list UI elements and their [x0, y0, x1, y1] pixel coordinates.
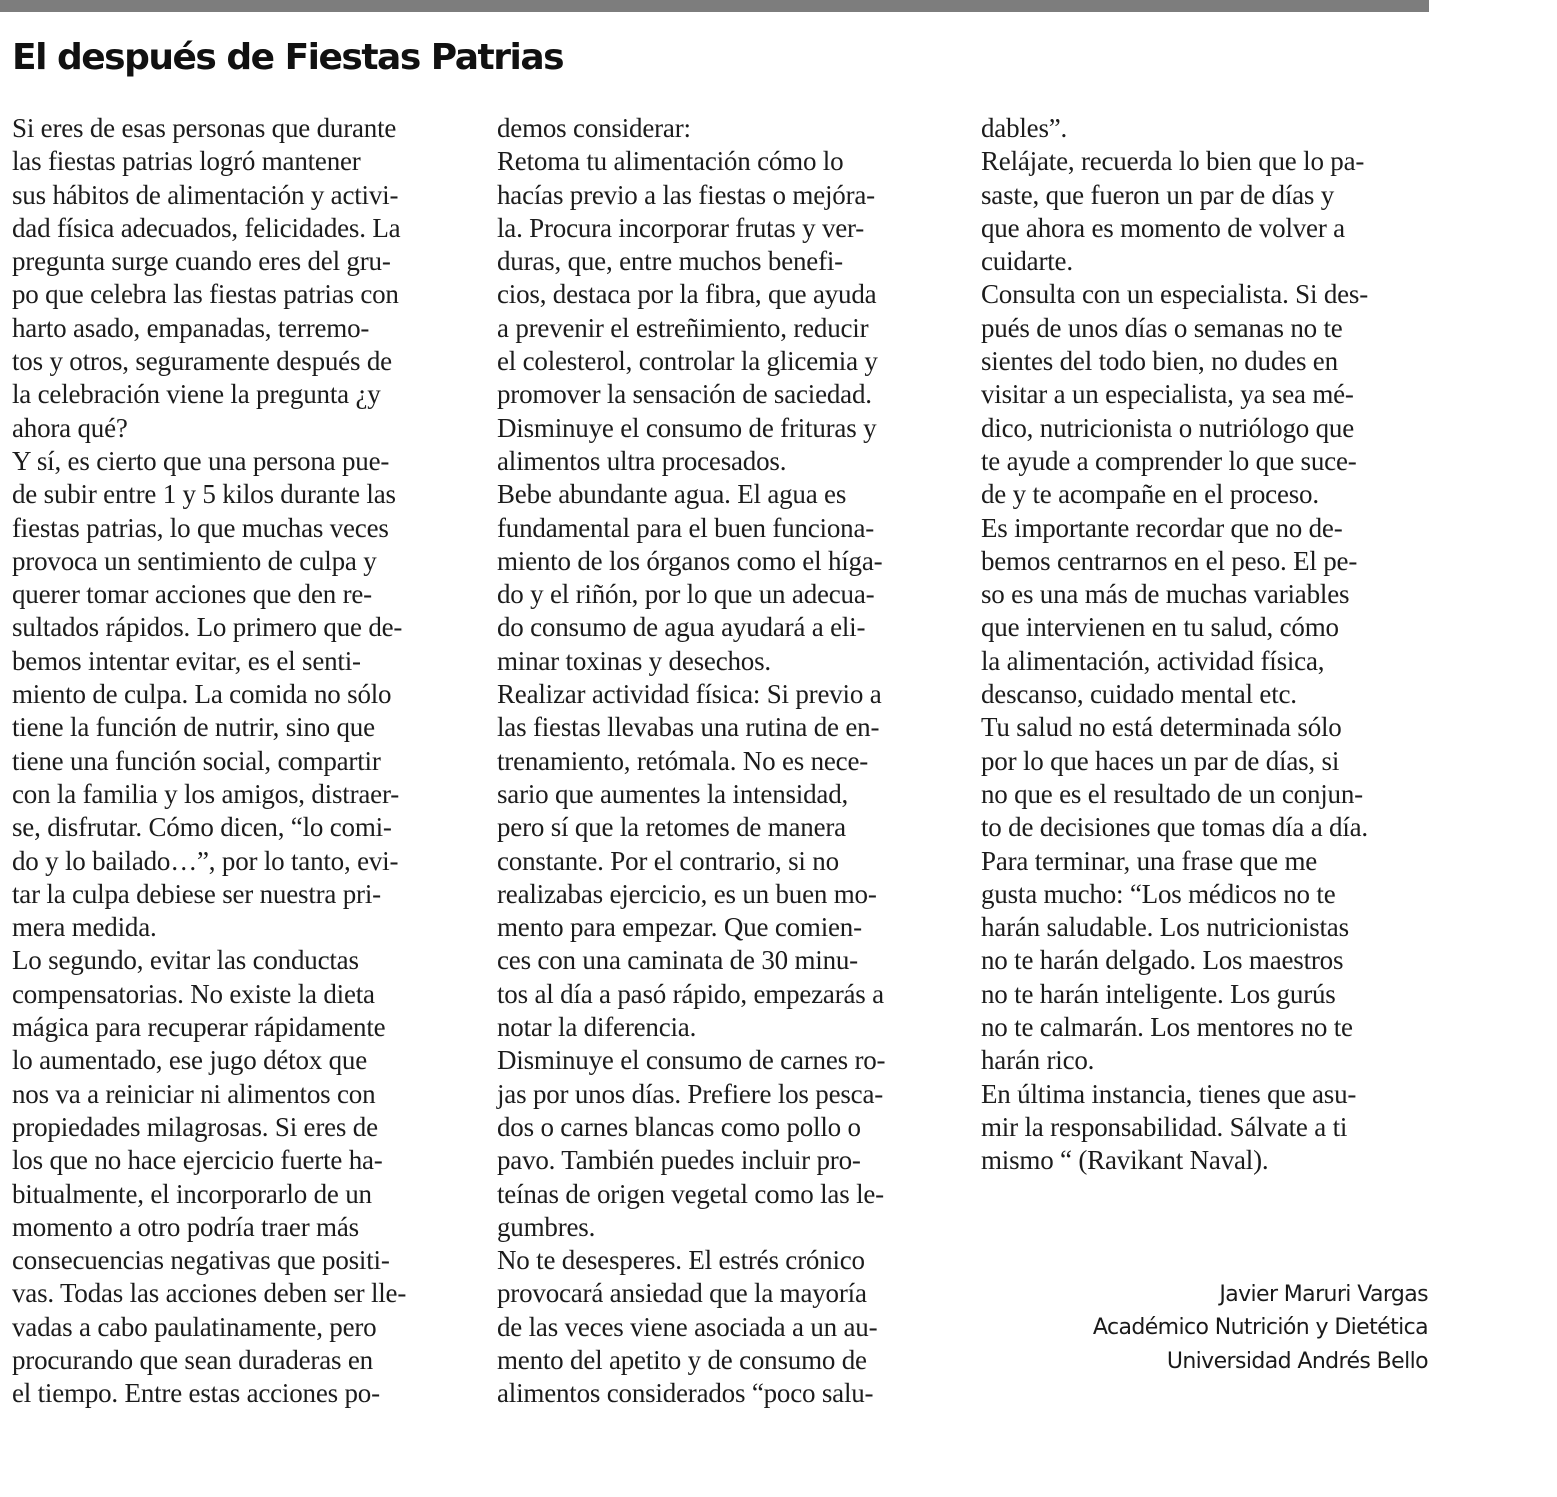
text-line: do y el riñón, por lo que un adecua-	[497, 579, 875, 610]
text-line: de las veces viene asociada a un au-	[497, 1311, 878, 1342]
text-line: harán saludable. Los nutricionistas	[981, 912, 1349, 943]
text-line: sientes del todo bien, no dudes en	[981, 346, 1338, 377]
text-line: Relájate, recuerda lo bien que lo pa-	[981, 146, 1365, 177]
article-column-1	[12, 112, 472, 1411]
article-headline: El después de Fiestas Patrias	[12, 37, 564, 78]
text-line: harán rico.	[981, 1045, 1095, 1076]
text-line: sario que aumentes la intensidad,	[497, 778, 849, 809]
text-line: notar la diferencia.	[497, 1012, 697, 1043]
text-line: pregunta surge cuando eres del gru-	[12, 246, 391, 277]
text-line: vas. Todas las acciones deben ser lle-	[12, 1278, 407, 1309]
text-line: tos al día a pasó rápido, empezarás a	[497, 978, 884, 1009]
text-line: En última instancia, tienes que asu-	[981, 1078, 1357, 1109]
text-line: descanso, cuidado mental etc.	[981, 679, 1297, 710]
text-line: do y lo bailado…”, por lo tanto, evi-	[12, 845, 399, 876]
text-line: po que celebra las fiestas patrias con	[12, 279, 399, 310]
text-line: alimentos considerados “poco salu-	[497, 1378, 874, 1409]
author-role: Académico Nutrición y Dietética	[1092, 1315, 1428, 1341]
text-line: Lo segundo, evitar las conductas	[12, 945, 359, 976]
text-line: nos va a reiniciar ni alimentos con	[12, 1078, 376, 1109]
text-line: mir la responsabilidad. Sálvate a ti	[981, 1111, 1348, 1142]
text-line: Para terminar, una frase que me	[981, 845, 1318, 876]
text-line: las fiestas llevabas una rutina de en-	[497, 712, 880, 743]
text-line: promover la sensación de saciedad.	[497, 379, 872, 410]
text-line: con la familia y los amigos, distraer-	[12, 778, 399, 809]
article-column-3	[981, 112, 1431, 1178]
text-line: Retoma tu alimentación cómo lo	[497, 146, 844, 177]
text-line: bemos intentar evitar, es el senti-	[12, 645, 361, 676]
text-line: dad física adecuados, felicidades. La	[12, 212, 401, 243]
text-line: realizabas ejercicio, es un buen mo-	[497, 878, 877, 909]
text-line: saste, que fueron un par de días y	[981, 179, 1335, 210]
author-signature	[1093, 1278, 1428, 1378]
text-line: Y sí, es cierto que una persona pue-	[12, 445, 390, 476]
text-line: el colesterol, controlar la glicemia y	[497, 346, 878, 377]
text-line: pavo. También puedes incluir pro-	[497, 1145, 861, 1176]
text-line: cios, destaca por la fibra, que ayuda	[497, 279, 877, 310]
text-line: mera medida.	[12, 912, 157, 943]
text-line: los que no hace ejercicio fuerte ha-	[12, 1145, 383, 1176]
text-line: to de decisiones que tomas día a día.	[981, 812, 1368, 843]
text-line: mento del apetito y de consumo de	[497, 1344, 867, 1375]
text-line: de y te acompañe en el proceso.	[981, 479, 1319, 510]
text-line: fundamental para el buen funciona-	[497, 512, 875, 543]
text-line: demos considerar:	[497, 113, 691, 143]
text-line: tar la culpa debiese ser nuestra pri-	[12, 878, 381, 909]
text-line: Es importante recordar que no de-	[981, 512, 1343, 543]
text-line: la alimentación, actividad física,	[981, 645, 1325, 676]
text-line: trenamiento, retómala. No es nece-	[497, 745, 869, 776]
text-line: la celebración viene la pregunta ¿y	[12, 379, 381, 410]
text-line: consecuencias negativas que positi-	[12, 1245, 390, 1276]
text-line: jas por unos días. Prefiere los pesca-	[497, 1078, 884, 1109]
text-line: la. Procura incorporar frutas y ver-	[497, 212, 865, 243]
top-rule	[0, 0, 1429, 12]
text-line: Si eres de esas personas que durante	[12, 113, 397, 143]
text-line: las fiestas patrias logró mantener	[12, 146, 361, 177]
text-line: do consumo de agua ayudará a eli-	[497, 612, 866, 643]
text-line: bemos centrarnos en el peso. El pe-	[981, 545, 1358, 576]
text-line: no que es el resultado de un conjun-	[981, 778, 1363, 809]
text-line: gusta mucho: “Los médicos no te	[981, 878, 1336, 909]
text-line: Realizar actividad física: Si previo a	[497, 679, 882, 710]
text-line: se, disfrutar. Cómo dicen, “lo comi-	[12, 812, 392, 843]
text-line: sus hábitos de alimentación y activi-	[12, 179, 399, 210]
text-line: miento de los órganos como el híga-	[497, 545, 883, 576]
text-line: so es una más de muchas variables	[981, 579, 1350, 610]
text-line: el tiempo. Entre estas acciones po-	[12, 1378, 380, 1409]
text-line: ces con una caminata de 30 minu-	[497, 945, 858, 976]
text-line: provoca un sentimiento de culpa y	[12, 545, 377, 576]
text-line: miento de culpa. La comida no sólo	[12, 679, 392, 710]
text-line: que intervienen en tu salud, cómo	[981, 612, 1339, 643]
text-line: cuidarte.	[981, 246, 1073, 277]
text-line: mento para empezar. Que comien-	[497, 912, 862, 943]
text-line: dables”.	[981, 113, 1068, 143]
text-line: a prevenir el estreñimiento, reducir	[497, 312, 869, 343]
text-line: alimentos ultra procesados.	[497, 445, 787, 476]
text-line: No te desesperes. El estrés crónico	[497, 1245, 865, 1276]
text-line: dico, nutricionista o nutriólogo que	[981, 412, 1354, 443]
text-line: momento a otro podría traer más	[12, 1211, 359, 1242]
text-line: harto asado, empanadas, terremo-	[12, 312, 370, 343]
text-line: mágica para recuperar rápidamente	[12, 1012, 386, 1043]
text-line: Tu salud no está determinada sólo	[981, 712, 1342, 743]
text-line: tiene la función de nutrir, sino que	[12, 712, 375, 743]
text-line: lo aumentado, ese jugo détox que	[12, 1045, 368, 1076]
text-line: fiestas patrias, lo que muchas veces	[12, 512, 389, 543]
text-line: bitualmente, el incorporarlo de un	[12, 1178, 372, 1209]
text-line: pero sí que la retomes de manera	[497, 812, 846, 843]
text-line: sultados rápidos. Lo primero que de-	[12, 612, 403, 643]
text-line: constante. Por el contrario, si no	[497, 845, 839, 876]
author-institution: Universidad Andrés Bello	[1166, 1348, 1428, 1374]
text-line: Consulta con un especialista. Si des-	[981, 279, 1369, 310]
text-line: compensatorias. No existe la dieta	[12, 978, 375, 1009]
text-line: que ahora es momento de volver a	[981, 212, 1345, 243]
article-column-2	[497, 112, 957, 1411]
text-line: te ayude a comprender lo que suce-	[981, 445, 1357, 476]
text-line: duras, que, entre muchos benefi-	[497, 246, 843, 277]
text-line: no te harán delgado. Los maestros	[981, 945, 1344, 976]
text-line: tos y otros, seguramente después de	[12, 346, 392, 377]
text-line: provocará ansiedad que la mayoría	[497, 1278, 867, 1309]
text-line: Disminuye el consumo de carnes ro-	[497, 1045, 886, 1076]
text-line: mismo “ (Ravikant Naval).	[981, 1145, 1269, 1176]
text-line: Disminuye el consumo de frituras y	[497, 412, 877, 443]
text-line: querer tomar acciones que den re-	[12, 579, 372, 610]
text-line: visitar a un especialista, ya sea mé-	[981, 379, 1354, 410]
text-line: pués de unos días o semanas no te	[981, 312, 1343, 343]
text-line: por lo que haces un par de días, si	[981, 745, 1340, 776]
text-line: no te harán inteligente. Los gurús	[981, 978, 1336, 1009]
text-line: de subir entre 1 y 5 kilos durante las	[12, 479, 396, 510]
text-line: procurando que sean duraderas en	[12, 1344, 373, 1375]
text-line: ahora qué?	[12, 412, 128, 443]
text-line: teínas de origen vegetal como las le-	[497, 1178, 884, 1209]
text-line: vadas a cabo paulatinamente, pero	[12, 1311, 377, 1342]
text-line: no te calmarán. Los mentores no te	[981, 1012, 1353, 1043]
text-line: dos o carnes blancas como pollo o	[497, 1111, 861, 1142]
text-line: Bebe abundante agua. El agua es	[497, 479, 847, 510]
text-line: tiene una función social, compartir	[12, 745, 381, 776]
text-line: propiedades milagrosas. Si eres de	[12, 1111, 378, 1142]
text-line: hacías previo a las fiestas o mejóra-	[497, 179, 875, 210]
text-line: minar toxinas y desechos.	[497, 645, 771, 676]
author-name: Javier Maruri Vargas	[1219, 1282, 1428, 1307]
text-line: gumbres.	[497, 1211, 596, 1242]
